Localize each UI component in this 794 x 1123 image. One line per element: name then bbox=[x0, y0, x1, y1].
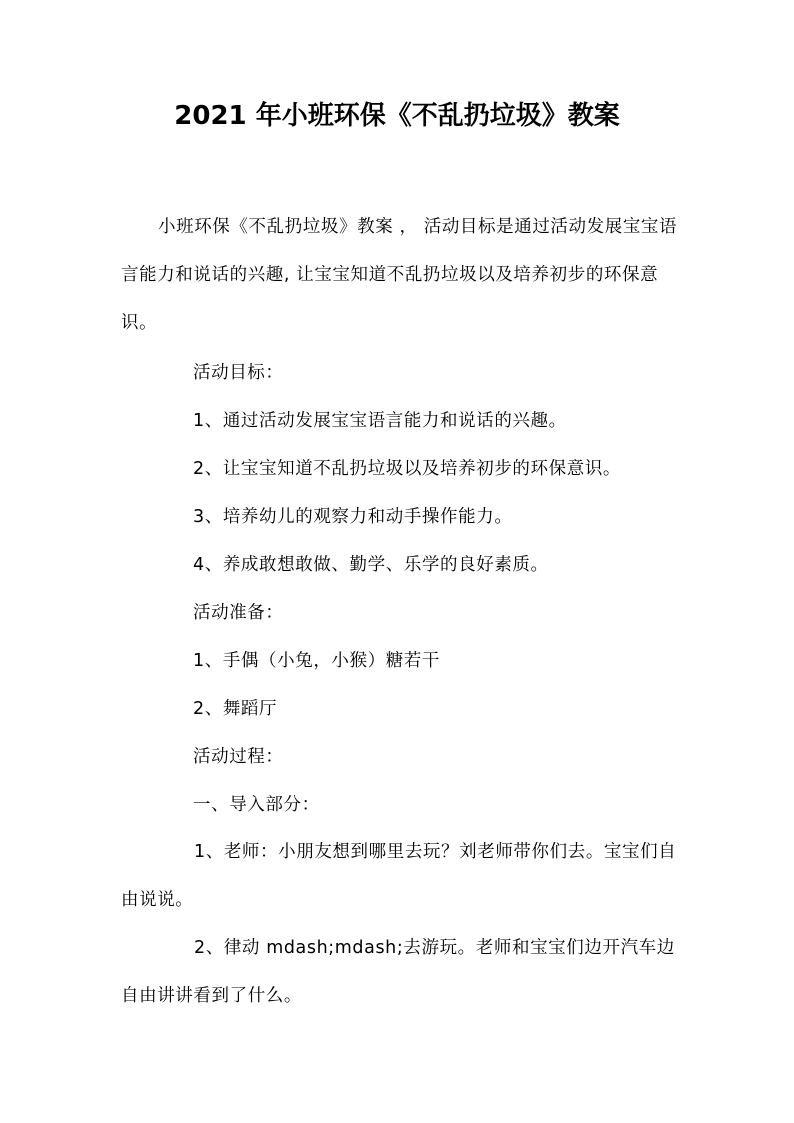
intro-paragraph: 小班环保《不乱扔垃圾》教案 ， 活动目标是通过活动发展宝宝语言能力和说话的兴趣, 让宝宝知道不乱扔垃圾以及培养初步的环保意识。 bbox=[121, 217, 678, 333]
step-item-2: 2、律动 mdash;mdash;去游玩。老师和宝宝们边开汽车边自由讲讲看到了什么。 bbox=[121, 938, 675, 1006]
goal-item-4: 4、养成敢想敢做、勤学、乐学的良好素质。 bbox=[193, 555, 549, 575]
prep-item-2: 2、舞蹈厅 bbox=[193, 699, 278, 719]
step-item-1: 1、老师：小朋友想到哪里去玩？刘老师带你们去。宝宝们自由说说。 bbox=[121, 842, 677, 910]
document-title: 2021 年小班环保《不乱扔垃圾》教案 bbox=[174, 101, 620, 131]
goals-heading: 活动目标： bbox=[193, 363, 284, 383]
part-one-heading: 一、导入部分： bbox=[193, 795, 320, 815]
goal-item-1: 1、通过活动发展宝宝语言能力和说话的兴趣。 bbox=[193, 411, 567, 431]
prep-heading: 活动准备： bbox=[193, 603, 284, 623]
process-heading: 活动过程： bbox=[193, 747, 284, 767]
goal-item-2: 2、让宝宝知道不乱扔垃圾以及培养初步的环保意识。 bbox=[193, 459, 622, 479]
prep-item-1: 1、手偶（小兔，小猴）糖若干 bbox=[193, 651, 441, 671]
goal-item-3: 3、培养幼儿的观察力和动手操作能力。 bbox=[193, 507, 513, 527]
